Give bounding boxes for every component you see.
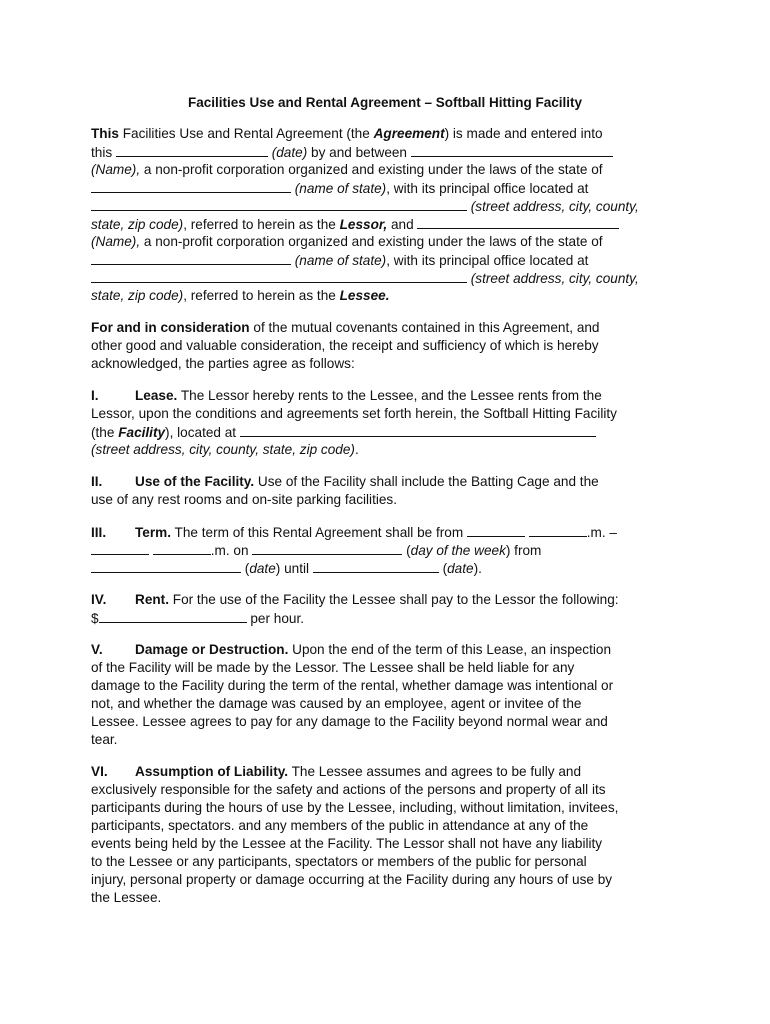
use-line-1: Use of the Facility shall include the Batting Cage and the (254, 474, 599, 489)
facility-address-label: (street address, city, county, state, zip code) (91, 442, 355, 457)
lease-line-4-end: . (354, 442, 359, 457)
open-paren: ( (406, 543, 411, 558)
term-line-1: The term of this Rental Agreement shall be from (171, 525, 464, 540)
rent-amount-blank[interactable] (99, 609, 247, 623)
section-term (91, 523, 687, 577)
damage-line: not, and whether the damage was caused by an employee, agent or invitee of the (91, 696, 582, 711)
liability-line: participants during the hours of use by the Lessee, including, without limitation, invitees, (91, 800, 619, 815)
day-of-week-blank[interactable] (252, 541, 402, 555)
consideration-paragraph (91, 319, 687, 373)
liability-line: injury, personal property or damage occurring at the Facility during any hours of use by (91, 872, 613, 887)
start-date-blank[interactable] (91, 559, 241, 573)
lease-line-3b: ), located at (165, 425, 237, 440)
lease-line-1: The Lessor hereby rents to the Lessee, and the Lessee rents from the (177, 388, 602, 403)
term-until: ) until (275, 561, 310, 576)
liability-line: events being held by the Lessee at the Facility. The Lessor shall not have any liability (91, 836, 603, 851)
lessor-state-label: (name of state) (294, 181, 387, 196)
use-line-2: use of any rest rooms and on-site parking facilities. (91, 492, 398, 507)
lessee-address-label: (street address, city, county, (470, 271, 639, 286)
liability-line: to the Lessee or any participants, spectators or members of the public for personal (91, 854, 587, 869)
liability-line: exclusively responsible for the safety and actions of the persons and property of all its (91, 782, 606, 797)
section-number: II. (91, 474, 103, 489)
document-body (91, 125, 687, 907)
lessee-state-blank[interactable] (91, 251, 291, 265)
lessee-address-blank[interactable] (91, 269, 467, 283)
end-time-blank[interactable] (91, 541, 149, 555)
lessor-address-label: (street address, city, county, (470, 199, 639, 214)
intro-paragraph (91, 125, 687, 305)
section-damage (91, 641, 687, 749)
lessor-name-blank[interactable] (411, 143, 613, 157)
date-blank[interactable] (116, 143, 268, 157)
document-title: Facilities Use and Rental Agreement – Softball Hitting Facility (187, 95, 583, 110)
section-number: V. (91, 642, 103, 657)
section-number: VI. (91, 764, 108, 779)
facility-address-blank[interactable] (240, 423, 596, 437)
per-hour-text: per hour. (246, 611, 304, 626)
intro-text-1: Facilities Use and Rental Agreement (the (118, 126, 374, 141)
lessor-principal-text: , with its principal office located at (386, 181, 589, 196)
start-ampm-blank[interactable] (529, 523, 587, 537)
end-date-label: date (447, 561, 474, 576)
lessor-name-label: (Name), (91, 162, 141, 177)
lessee-state-zip-label: state, zip code) (91, 288, 184, 303)
lessor-address-blank[interactable] (91, 197, 467, 211)
lessee-principal-text: , with its principal office located at (386, 253, 589, 268)
section-liability (91, 763, 687, 907)
consideration-heading: For and in consideration (91, 320, 250, 335)
section-use (91, 473, 687, 509)
section-heading: Assumption of Liability. (135, 764, 289, 779)
lessee-name-label: (Name), (91, 234, 141, 249)
section-number: IV. (91, 592, 107, 607)
section-heading: Use of the Facility. (135, 474, 255, 489)
intro-this: This (91, 126, 119, 141)
liability-line: the Lessee. (91, 890, 162, 905)
consideration-line-3: acknowledged, the parties agree as follows: (91, 356, 355, 371)
damage-line: tear. (91, 732, 118, 747)
open-paren: ( (244, 561, 250, 576)
lessee-nonprofit-text: a non-profit corporation organized and existing under the laws of the state of (140, 234, 603, 249)
damage-line: of the Facility will be made by the Lessor. The Lessee shall be held liable for any (91, 660, 575, 675)
lessee-state-label: (name of state) (294, 253, 387, 268)
lessor-state-zip-label: state, zip code) (91, 217, 184, 232)
open-paren: ( (442, 561, 448, 576)
lessee-name-blank[interactable] (417, 215, 619, 229)
facility-term: Facility (118, 425, 166, 440)
section-number: I. (91, 388, 99, 403)
date-label: (date) (271, 145, 308, 160)
consideration-line-2: other good and valuable consideration, the receipt and sufficiency of which is hereby (91, 338, 599, 353)
end-date-blank[interactable] (313, 559, 439, 573)
end-ampm-blank[interactable] (153, 541, 211, 555)
section-heading: Rent. (135, 592, 169, 607)
section-number: III. (91, 525, 107, 540)
lease-line-2: Lessor, upon the conditions and agreements set forth herein, the Softball Hitting Facility (91, 406, 617, 421)
section-heading: Lease. (135, 388, 178, 403)
referred-lessor-text: , referred to herein as the (183, 217, 340, 232)
term-from: ) from (505, 543, 542, 558)
intro-this-word: this (91, 145, 113, 160)
referred-lessee-text: , referred to herein as the (183, 288, 340, 303)
lessor-state-blank[interactable] (91, 179, 291, 193)
start-date-label: date (249, 561, 276, 576)
damage-line-1: Upon the end of the term of this Lease, an inspection (288, 642, 612, 657)
damage-line: Lessee. Lessee agrees to pay for any damage to the Facility beyond normal wear and (91, 714, 608, 729)
lease-line-3a: (the (91, 425, 119, 440)
section-lease (91, 387, 687, 459)
consideration-line-1: of the mutual covenants contained in this Agreement, and (249, 320, 600, 335)
rent-line-1: For the use of the Facility the Lessee shall pay to the Lessor the following: (168, 592, 619, 607)
agreement-term: Agreement (373, 126, 445, 141)
liability-line-1: The Lessee assumes and agrees to be fully and (288, 764, 582, 779)
by-between-text: by and between (307, 145, 407, 160)
lessor-nonprofit-text: a non-profit corporation organized and existing under the laws of the state of (140, 162, 603, 177)
start-time-blank[interactable] (467, 523, 525, 537)
liability-line: participants, spectators. and any members of the public in attendance at any of the (91, 818, 589, 833)
and-text: and (387, 217, 414, 232)
section-rent (91, 591, 687, 627)
lessee-term: Lessee. (339, 288, 390, 303)
section-heading: Damage or Destruction. (135, 642, 289, 657)
damage-line: damage to the Facility during the term of the rental, whether damage was intentional or (91, 678, 614, 693)
term-m-dash: .m. – (586, 525, 617, 540)
intro-text-2: ) is made and entered into (444, 126, 603, 141)
term-m-on: .m. on (210, 543, 249, 558)
lessor-term: Lessor, (339, 217, 388, 232)
dollar-sign: $ (91, 611, 99, 626)
day-of-week-label: day of the week (410, 543, 506, 558)
section-heading: Term. (135, 525, 172, 540)
term-end: ). (473, 561, 482, 576)
